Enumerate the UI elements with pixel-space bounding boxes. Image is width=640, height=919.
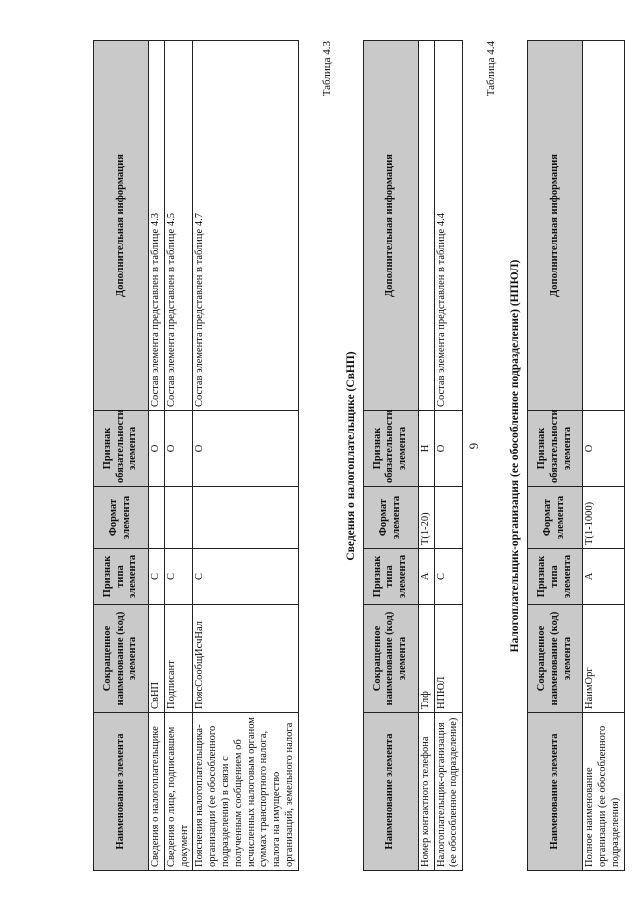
table-cell: С — [193, 549, 298, 605]
table-cell — [193, 487, 298, 549]
table-cell: Состав элемента представлен в таблице 4.7 — [193, 41, 298, 411]
table-cell: Номер контактного телефона — [418, 713, 434, 871]
table-cell: Состав элемента представлен в таблице 4.3 — [149, 41, 165, 411]
table-header-row — [363, 41, 418, 871]
table-row — [164, 41, 193, 871]
table-cell — [418, 41, 434, 411]
column-header: Признак обязательности элемента — [94, 411, 149, 487]
table-cell: О — [434, 411, 463, 487]
table-caption: Таблица 4.3 — [320, 41, 333, 97]
table-cell: О — [164, 411, 193, 487]
table-title: Сведения о налогоплательщике (СвНП) — [344, 351, 357, 561]
table-cell — [583, 41, 624, 411]
column-header: Формат элемента — [528, 487, 583, 549]
table-row — [434, 41, 463, 871]
page-number: 6 — [466, 442, 482, 450]
table-title: Налогоплательщик-организация (ее обособленное подразделение) (НПЮЛ) — [509, 259, 522, 653]
table-cell — [164, 487, 193, 549]
table-cell: А — [418, 549, 434, 605]
table-cell: СвНП — [149, 605, 165, 713]
table-row — [418, 41, 434, 871]
table-cell: С — [434, 549, 463, 605]
table-row — [193, 41, 298, 871]
column-header: Дополнительная информация — [528, 41, 583, 411]
column-header: Дополнительная информация — [94, 41, 149, 411]
table-4-4 — [527, 40, 624, 871]
table-cell: Налогоплательщик-организация (ее обособленное подразделение) — [434, 713, 463, 871]
table-cell: О — [583, 411, 624, 487]
table-cell: Пояснения налогоплательщика-организации (ее обособленного подразделения) в связи с полученным сообщением об исчисленных налоговым органом суммах транспортного налога, налога на имущество организаций, земельного налога — [193, 713, 298, 871]
table-cell: Сведения о налогоплательщике — [149, 713, 165, 871]
table-cell: T(1-20) — [418, 487, 434, 549]
table-cell: С — [149, 549, 165, 605]
document-body — [93, 41, 625, 871]
column-header: Признак обязательности элемента — [363, 411, 418, 487]
table-cell: Состав элемента представлен в таблице 4.5 — [164, 41, 193, 411]
table-cell: НаимОрг — [583, 605, 624, 713]
table-cell: НПЮЛ — [434, 605, 463, 713]
column-header: Сокращенное наименование (код) элемента — [94, 605, 149, 713]
column-header: Признак обязательности элемента — [528, 411, 583, 487]
table-cell: А — [583, 549, 624, 605]
table-row — [149, 41, 165, 871]
table-row — [583, 41, 624, 871]
column-header: Признак типа элемента — [528, 549, 583, 605]
table-cell: Н — [418, 411, 434, 487]
table-header-row — [94, 41, 149, 871]
table-cell: ПоясСообщИсчНал — [193, 605, 298, 713]
table-cell: Состав элемента представлен в таблице 4.4 — [434, 41, 463, 411]
table-header-row — [528, 41, 583, 871]
column-header: Формат элемента — [363, 487, 418, 549]
table-cell: Подписант — [164, 605, 193, 713]
column-header: Дополнительная информация — [363, 41, 418, 411]
table-4-3 — [363, 40, 463, 871]
table-cell: О — [193, 411, 298, 487]
table-cell — [434, 487, 463, 549]
table-cell: О — [149, 411, 165, 487]
column-header: Сокращенное наименование (код) элемента — [528, 605, 583, 713]
table-cell: Тлф — [418, 605, 434, 713]
table-cell — [149, 487, 165, 549]
column-header: Сокращенное наименование (код) элемента — [363, 605, 418, 713]
column-header: Формат элемента — [94, 487, 149, 549]
table-caption: Таблица 4.4 — [485, 41, 498, 97]
table-top — [93, 40, 299, 871]
table-cell: С — [164, 549, 193, 605]
column-header: Признак типа элемента — [363, 549, 418, 605]
table-cell: T(1-1000) — [583, 487, 624, 549]
column-header: Наименование элемента — [94, 713, 149, 871]
column-header: Наименование элемента — [363, 713, 418, 871]
column-header: Наименование элемента — [528, 713, 583, 871]
table-cell: Сведения о лице, подписавшем документ — [164, 713, 193, 871]
column-header: Признак типа элемента — [94, 549, 149, 605]
table-cell: Полное наименование организации (ее обособленного подразделения) — [583, 713, 624, 871]
